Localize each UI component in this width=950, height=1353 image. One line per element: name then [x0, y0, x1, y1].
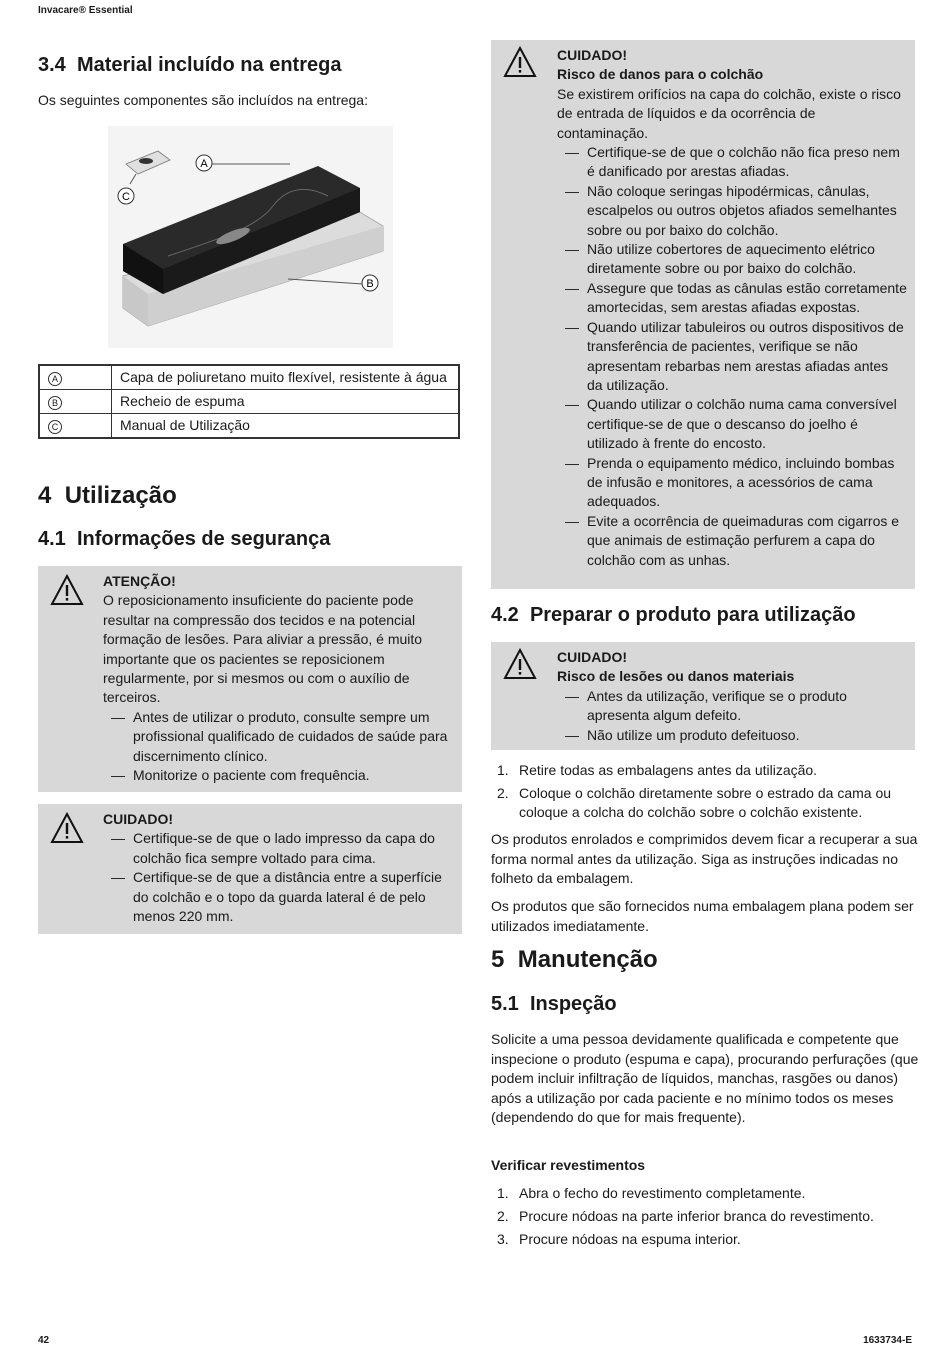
caution-item: — Evite a ocorrência de queimaduras com cigarros e que animais de estimação perfurem a capa do colchão com as unhas.	[557, 512, 907, 570]
section-title: Inspeção	[529, 993, 617, 1015]
section-number: 4	[38, 482, 52, 509]
warning-triangle-icon	[50, 812, 84, 844]
inspection-steps	[491, 1184, 919, 1253]
legend-key: C	[48, 420, 62, 434]
step-item: 2. Coloque o colchão diretamente sobre o estrado da cama ou coloque a colcha do colchão sobre o colchão existente.	[497, 785, 892, 820]
legend-row	[39, 365, 459, 390]
caution-item: — Certifique-se de que o colchão não fica preso nem é danificado por arestas afiadas.	[557, 143, 907, 182]
document-id: 1633734-E	[863, 1335, 912, 1346]
caution-box-mattress-damage	[491, 40, 915, 589]
legend-row	[39, 390, 459, 414]
legend-key-cell	[39, 365, 112, 390]
callout-c-label: C	[122, 191, 130, 203]
step-item: 1. Retire todas as embalagens antes da utilização.	[497, 762, 818, 778]
flat-products-paragraph: Os produtos que são fornecidos numa embalagem plana podem ser utilizados imediatamente.	[491, 898, 914, 934]
caution-text: Se existirem orifícios na capa do colchão, existe o risco de entrada de líquidos e da ocorrência de contaminação.	[557, 85, 901, 141]
legend-text: Manual de Utilização	[112, 414, 460, 439]
caution-item: — Não utilize um produto defeituoso.	[557, 726, 907, 745]
warning-text: O reposicionamento insuficiente do paciente pode resultar na compressão dos tecidos e na potencial formação de lesões. Para aliviar a pressão, é muito importante que os pacientes se reposicionem regularmente, por si mesmos ou com o auxílio de terceiros.	[103, 592, 423, 706]
component-legend-table	[38, 364, 460, 439]
warning-title: ATENÇÃO!	[103, 573, 176, 589]
section-number: 4.1	[38, 528, 66, 550]
section-number: 3.4	[38, 54, 66, 76]
caution-item: — Quando utilizar tabuleiros ou outros dispositivos de transferência de pacientes, verifique se não apresentam rebarbas nem arestas afiadas antes da utilização.	[557, 318, 907, 396]
check-covers-subheading: Verificar revestimentos	[491, 1157, 646, 1173]
caution-subtitle: Risco de lesões ou danos materiais	[557, 668, 795, 685]
section-number: 5.1	[491, 993, 519, 1015]
caution-title: CUIDADO!	[103, 811, 173, 827]
legend-key-cell	[39, 414, 112, 439]
warning-item: — Monitorize o paciente com frequência.	[103, 766, 448, 785]
section-number: 4.2	[491, 604, 519, 626]
legend-row	[39, 414, 459, 439]
warning-triangle-icon	[503, 648, 537, 680]
section-title: Manutenção	[517, 946, 658, 973]
callout-a-label: A	[200, 158, 208, 170]
caution-box-injury	[491, 642, 915, 750]
header-brand: Invacare® Essential	[38, 5, 133, 16]
legend-key-cell	[39, 390, 112, 414]
caution-item: — Não utilize cobertores de aquecimento elétrico diretamente sobre ou por baixo do colchão.	[557, 240, 907, 279]
caution-item: — Antes da utilização, verifique se o produto apresenta algum defeito.	[557, 687, 907, 726]
warning-triangle-icon	[50, 574, 84, 606]
legend-key: A	[48, 372, 62, 386]
caution-item: — Não coloque seringas hipodérmicas, cânulas, escalpelos ou outros objetos afiados semelhantes sobre ou por baixo do colchão.	[557, 182, 907, 240]
section-title: Preparar o produto para utilização	[529, 604, 856, 626]
warning-box	[38, 566, 462, 792]
section-5-heading	[491, 946, 658, 974]
warning-triangle-icon	[503, 46, 537, 78]
legend-key: B	[48, 396, 62, 410]
caution-item: — Assegure que todas as cânulas estão corretamente amortecidas, sem arestas afiadas expostas.	[557, 279, 907, 318]
caution-subtitle: Risco de danos para o colchão	[557, 66, 764, 83]
section-title: Informações de segurança	[76, 528, 331, 550]
section-4-2-heading	[491, 604, 856, 627]
step-item: 2. Procure nódoas na parte inferior branca do revestimento.	[497, 1208, 874, 1224]
preparation-steps	[491, 761, 915, 826]
section-4-1-heading	[38, 528, 330, 551]
step-item: 1. Abra o fecho do revestimento completamente.	[497, 1185, 806, 1201]
legend-text: Recheio de espuma	[112, 390, 460, 414]
step-item: 3. Procure nódoas na espuma interior.	[497, 1231, 741, 1247]
caution-item: — Certifique-se de que a distância entre a superfície do colchão e o topo da guarda lateral é de pelo menos 220 mm.	[103, 868, 458, 926]
caution-item: — Prenda o equipamento médico, incluindo bombas de infusão e monitores, a acessórios de cama adequados.	[557, 454, 907, 512]
page-number: 42	[38, 1335, 50, 1346]
rolled-products-paragraph: Os produtos enrolados e comprimidos devem ficar a recuperar a sua forma normal antes da utilização. Siga as instruções indicadas no folheto da embalagem.	[491, 831, 918, 886]
caution-title: CUIDADO!	[557, 47, 627, 63]
inspection-paragraph: Solicite a uma pessoa devidamente qualificada e competente que inspecione o produto (espuma e capa), procurando perfurações (que podem incluir infiltração de líquidos, manchas, rasgões ou danos) após a utilização por cada paciente e no mínimo todos os meses (dependendo do que for mais frequente).	[491, 1031, 919, 1125]
section-title: Material incluído na entrega	[76, 54, 342, 76]
caution-item: — Certifique-se de que o lado impresso da capa do colchão fica sempre voltado para cima.	[103, 829, 458, 868]
mattress-illustration	[108, 126, 393, 348]
legend-text: Capa de poliuretano muito flexível, resistente à água	[112, 365, 460, 390]
callout-b-label: B	[366, 278, 374, 290]
caution-box-left	[38, 804, 462, 934]
section-4-heading	[38, 482, 177, 510]
section-title: Utilização	[64, 482, 177, 509]
section-5-1-heading	[491, 993, 617, 1016]
section-number: 5	[491, 946, 505, 973]
caution-item: — Quando utilizar o colchão numa cama conversível certifique-se de que o descanso do joelho é utilizado à frente do encosto.	[557, 395, 907, 453]
warning-item: — Antes de utilizar o produto, consulte sempre um profissional qualificado de cuidados de saúde para discernimento clínico.	[103, 708, 448, 766]
caution-title: CUIDADO!	[557, 649, 627, 665]
section-3-4-heading	[38, 54, 341, 77]
delivery-intro: Os seguintes componentes são incluídos na entrega:	[38, 92, 368, 108]
